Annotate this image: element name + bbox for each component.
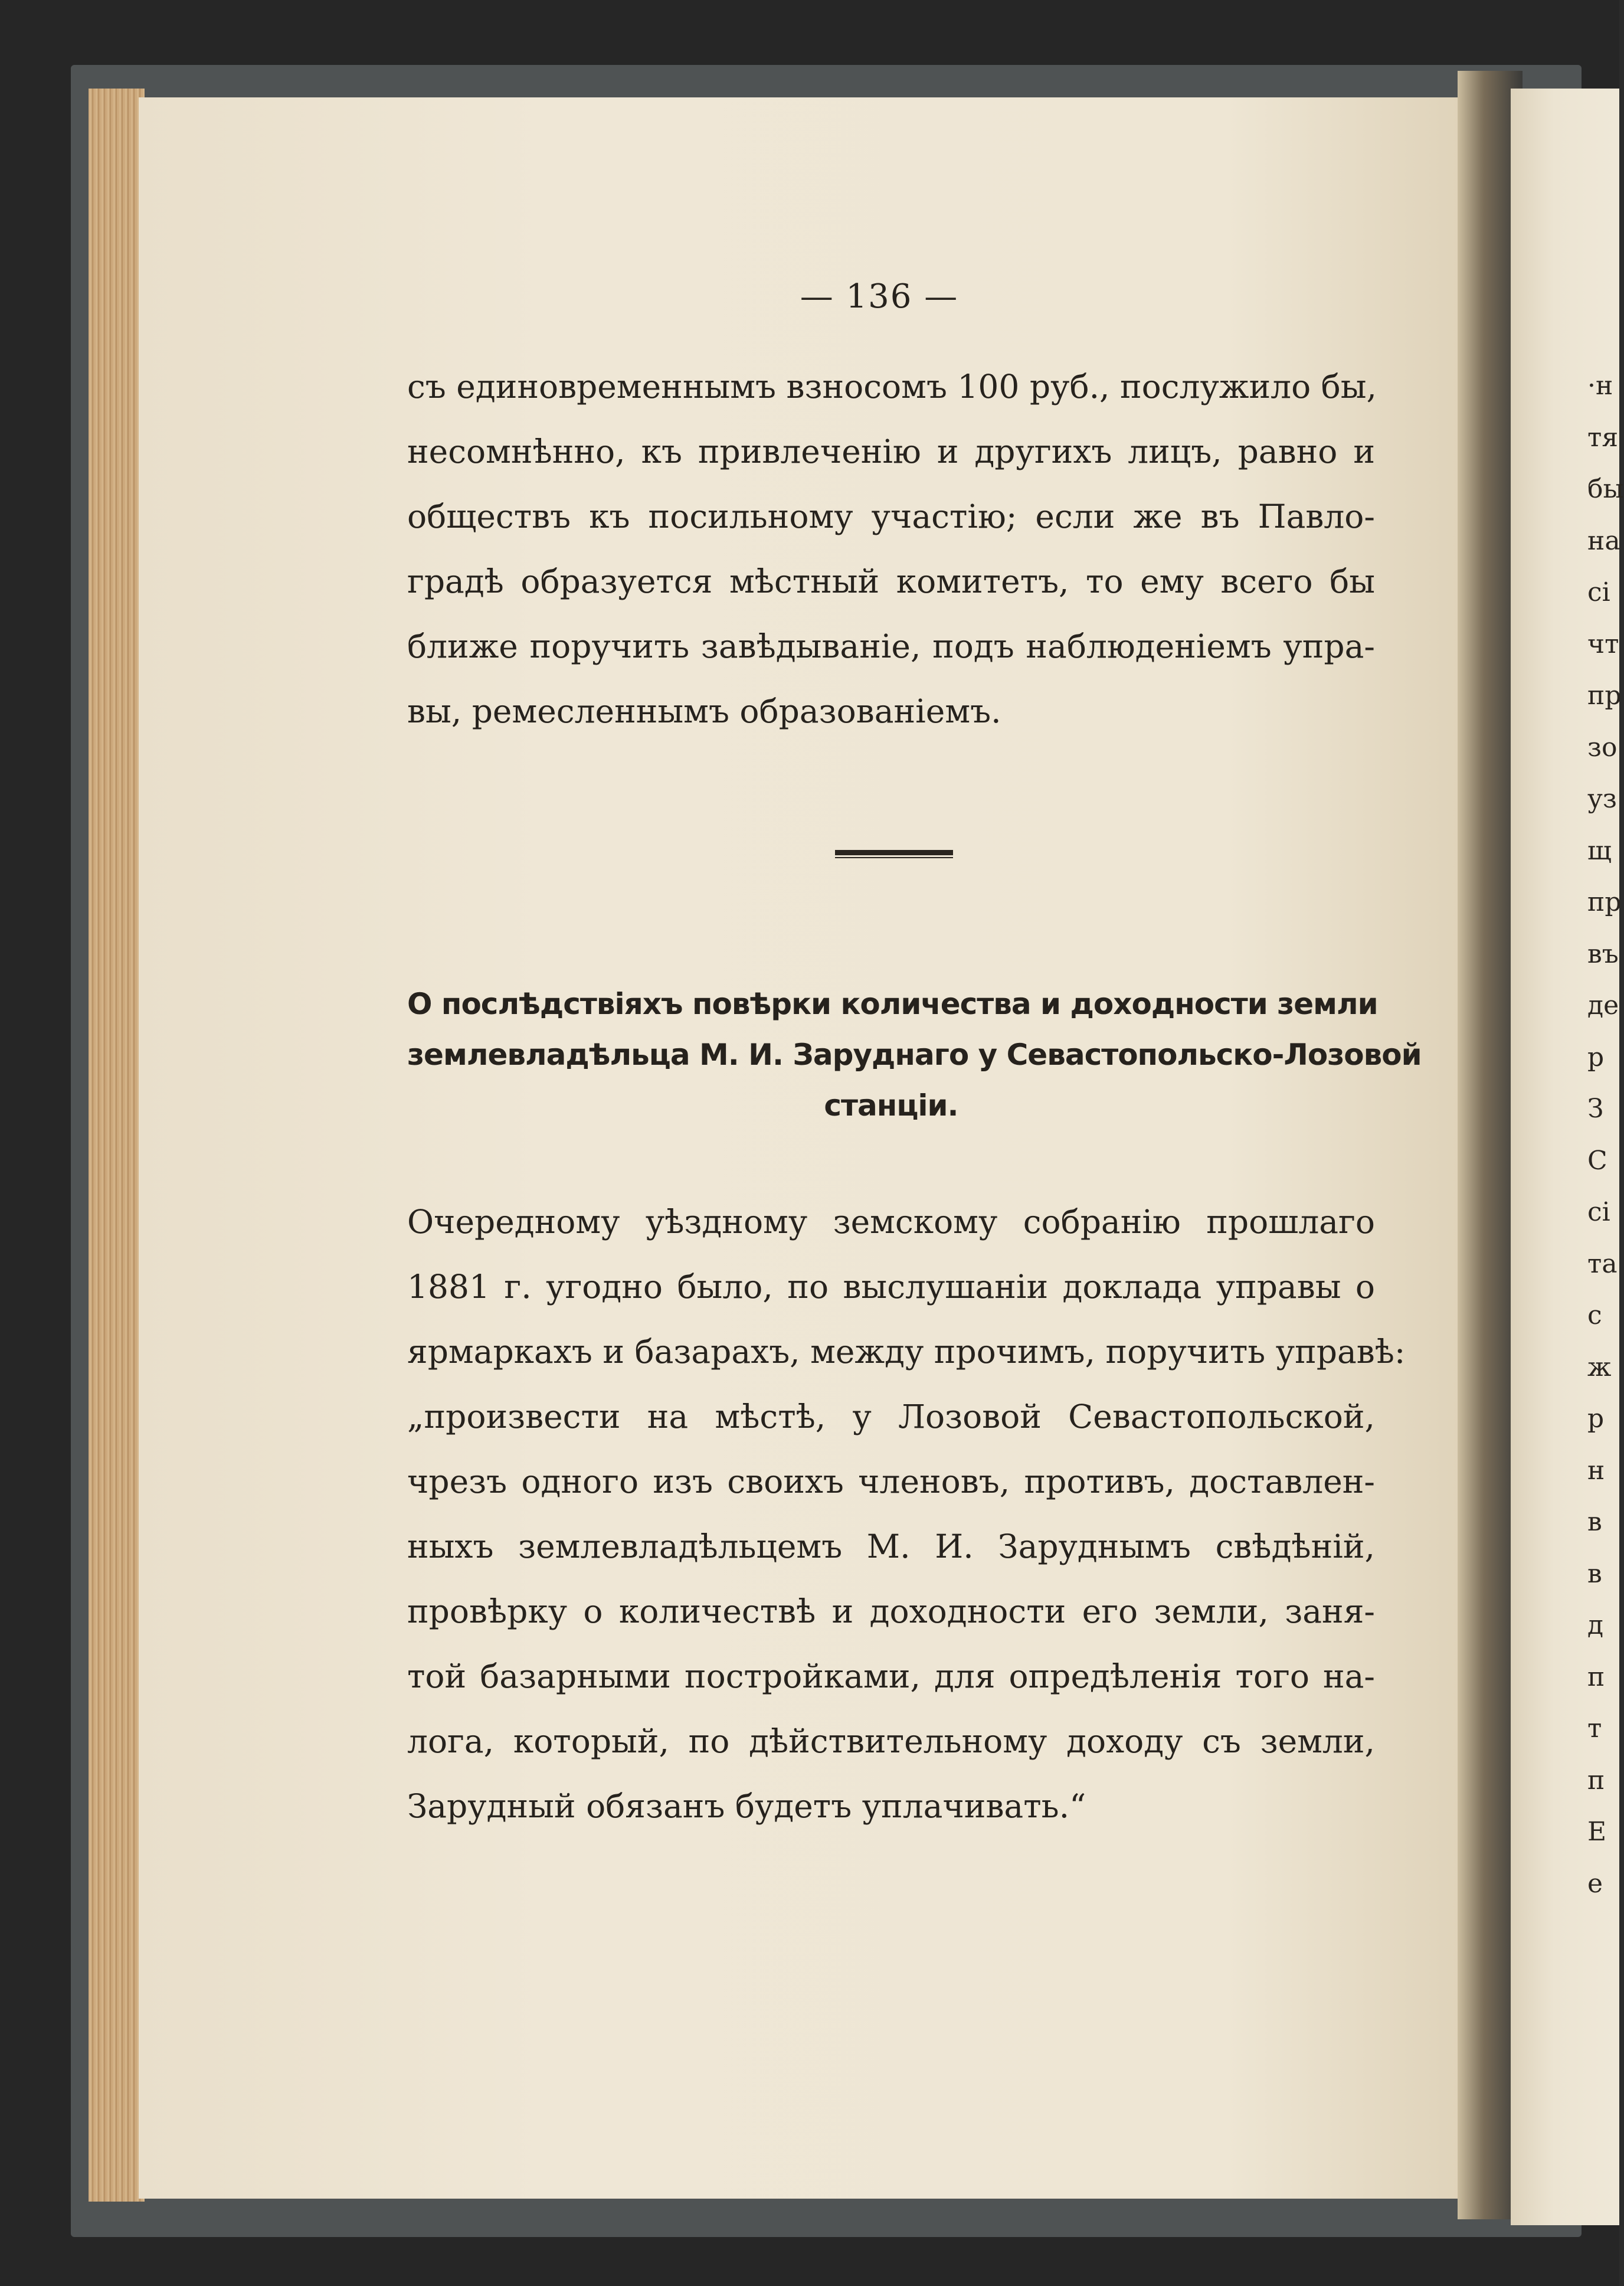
facing-page-fragment: сі [1587, 1197, 1610, 1227]
facing-page-fragment: уз [1587, 784, 1617, 814]
facing-page-fragment: тя [1587, 422, 1619, 453]
page-number: — 136 — [800, 277, 959, 316]
paragraph-2-line: провѣрку о количествѣ и доходности его земли, заня- [407, 1592, 1375, 1630]
page-edges [89, 89, 145, 2202]
facing-page-fragment: н [1587, 1455, 1605, 1486]
facing-page-fragment: д [1587, 1610, 1604, 1640]
paragraph-1-line: вы, ремесленнымъ образованіемъ. [407, 692, 1001, 730]
facing-page-fragment: ж [1587, 1352, 1612, 1382]
section-divider [835, 850, 953, 859]
paragraph-1-line: несомнѣнно, къ привлеченію и другихъ лицъ, равно и [407, 433, 1375, 470]
facing-page-fragment: п [1587, 1662, 1605, 1692]
paragraph-1-line: обществъ къ посильному участію; если же въ Павло- [407, 498, 1375, 535]
paragraph-2-line: Зарудный обязанъ будетъ уплачивать.“ [407, 1787, 1086, 1825]
facing-page-fragment: п [1587, 1765, 1605, 1796]
paragraph-2-line: „произвести на мѣстѣ, у Лозовой Севастопольской, [407, 1398, 1375, 1435]
section-heading [407, 979, 1422, 1131]
paragraph-2-line: 1881 г. угодно было, по выслушаніи доклада управы о [407, 1268, 1375, 1306]
facing-page-fragment: е [1587, 1868, 1603, 1899]
facing-page-fragment: въ [1587, 938, 1619, 969]
paragraph-2-line: чрезъ одного изъ своихъ членовъ, противъ, доставлен- [407, 1463, 1375, 1500]
facing-page-fragment: С [1587, 1145, 1607, 1176]
paragraph-1-line: градѣ образуется мѣстный комитетъ, то ему всего бы [407, 562, 1375, 600]
facing-page-fragment: Е [1587, 1817, 1607, 1847]
facing-page-fragment: щ [1587, 835, 1612, 866]
facing-page-fragment: в [1587, 1507, 1602, 1537]
facing-page-fragment: р [1587, 1404, 1605, 1434]
facing-page-fragment: та [1587, 1248, 1618, 1279]
paragraph-1-line: съ единовременнымъ взносомъ 100 руб., послужило бы, [407, 368, 1377, 405]
facing-page-fragment: пр [1587, 681, 1622, 711]
paragraph-2-line: ныхъ землевладѣльцемъ М. И. Заруднымъ свѣдѣній, [407, 1528, 1375, 1565]
facing-page-fragment: пр [1587, 887, 1622, 917]
facing-page-fragment: чт [1587, 629, 1619, 659]
paragraph-2-line: Очередному уѣздному земскому собранію прошлаго [407, 1203, 1375, 1241]
facing-page-fragment: зо [1587, 732, 1618, 763]
paragraph-2 [407, 1189, 1406, 1839]
heading-line: станціи. [824, 1088, 958, 1123]
facing-page-fragment: на [1587, 525, 1620, 556]
facing-page-fragment: сі [1587, 577, 1610, 607]
facing-page-fragment: бы [1587, 474, 1624, 504]
paragraph-2-line: лога, который, по дѣйствительному доходу съ земли, [407, 1722, 1375, 1760]
heading-line: землевладѣльца М. И. Заруднаго у Севастопольско-Лозовой [407, 1038, 1422, 1072]
facing-page-fragment: с [1587, 1300, 1602, 1330]
facing-page-fragment: т [1587, 1713, 1602, 1744]
facing-page-fragment: р [1587, 1042, 1605, 1072]
paragraph-1 [407, 354, 1375, 744]
facing-page-fragment: в [1587, 1558, 1602, 1589]
facing-page-fragment: ·н [1587, 371, 1613, 401]
facing-page-fragment: З [1587, 1094, 1604, 1124]
paragraph-2-line: той базарными постройками, для опредѣленія того на- [407, 1657, 1375, 1695]
facing-page-fragment: де [1587, 990, 1619, 1021]
heading-line: О послѣдствіяхъ повѣрки количества и доходности земли [407, 987, 1378, 1021]
facing-page-text [1587, 360, 1623, 1909]
paragraph-2-line: ярмаркахъ и базарахъ, между прочимъ, поручить управѣ: [407, 1333, 1406, 1371]
paragraph-1-line: ближе поручить завѣдываніе, подъ наблюденіемъ упра- [407, 627, 1375, 665]
